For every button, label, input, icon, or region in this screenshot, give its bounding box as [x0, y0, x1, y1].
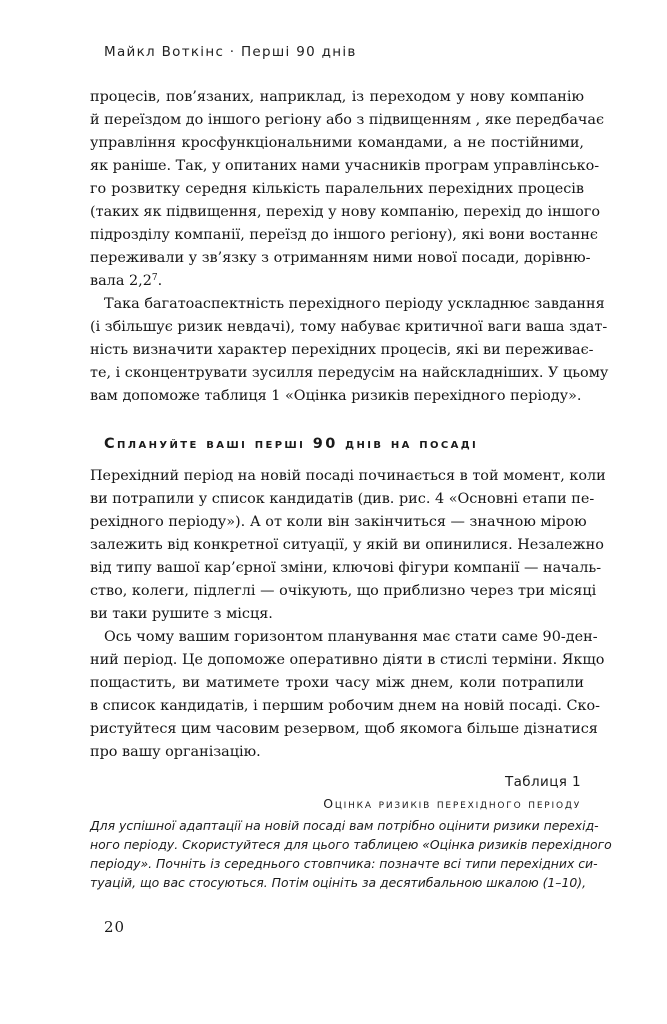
caption-line: Для успішної адаптації на новій посаді вам потрібно оцінити ризики перехід-	[90, 818, 599, 833]
text-line: управління кросфункціональними командами, а не постійними,	[90, 135, 584, 151]
paragraph-3	[90, 465, 606, 626]
text-line: ви потрапили у список кандидатів (див. рис. 4 «Основні етапи пе-	[90, 491, 595, 507]
text-line: Ось чому вашим горизонтом планування має стати саме 90-ден-	[104, 629, 598, 645]
text-line: й переїздом до іншого регіону або з підвищенням , яке передбачає	[90, 112, 605, 128]
text-line: Перехідний період на новій посаді починається в той момент, коли	[90, 468, 606, 484]
text-line: пощастить, ви матимете трохи часу між днем, коли потрапили	[90, 675, 584, 691]
text-line: ство, колеги, підлеглі — очікують, що приблизно через три місяці	[90, 583, 597, 599]
table-caption	[90, 816, 612, 892]
text-line: Така багатоаспектність перехідного періоду ускладнює завдання	[104, 296, 605, 312]
paragraph-1	[90, 86, 605, 293]
table-label: Таблиця 1	[504, 774, 581, 790]
text-line: залежить від конкретної ситуації, у якій ви опинилися. Незалежно	[90, 537, 604, 553]
text-line: рехідного періоду»). А от коли він закінчиться — значною мірою	[90, 514, 587, 530]
text-line: ристуйтеся цим часовим резервом, щоб якомога більше дізнатися	[90, 721, 598, 737]
table-title: Оцінка ризиків перехідного періоду	[323, 796, 581, 811]
text-line: в список кандидатів, і першим робочим днем на новій посаді. Ско-	[90, 698, 601, 714]
page-number: 20	[104, 918, 126, 936]
text-line: ви таки рушите з місця.	[90, 606, 273, 622]
footnote-ref[interactable]: 7	[151, 273, 158, 283]
text-line: вам допоможе таблиця 1 «Оцінка ризиків перехідного періоду».	[90, 388, 582, 404]
text-line: переживали у зв’язку з отриманням ними нової посади, дорівню-	[90, 250, 591, 266]
text-fragment: .	[157, 273, 163, 289]
text-line	[90, 270, 584, 293]
text-line: підрозділу компанії, переїзд до іншого регіону), які вони востаннє	[90, 227, 598, 243]
text-line: процесів, пов’язаних, наприклад, із переходом у нову компанію	[90, 89, 584, 105]
text-line: як раніше. Так, у опитаних нами учасників програм управлінсько-	[90, 158, 600, 174]
paragraph-4	[90, 626, 605, 764]
text-fragment: вала 2,2	[90, 273, 152, 289]
text-line: го розвитку середня кількість паралельних перехідних процесів	[90, 181, 584, 197]
text-line: ність визначити характер перехідних процесів, які ви переживає-	[90, 342, 594, 358]
text-line: ний період. Це допоможе оперативно діяти в стислі терміни. Якщо	[90, 652, 605, 668]
caption-line: туацій, що вас стосуються. Потім оцініть за десятибальною шкалою (1–10),	[90, 875, 587, 890]
section-heading: Сплануйте ваші перші 90 днів на посаді	[104, 436, 479, 452]
caption-line: ного періоду. Скористуйтеся для цього таблицею «Оцінка ризиків перехідного	[90, 837, 612, 852]
paragraph-2	[90, 293, 609, 408]
running-head: Майкл Воткінс · Перші 90 днів	[104, 44, 357, 60]
text-line: від типу вашої кар’єрної зміни, ключові фігури компанії — началь-	[90, 560, 602, 576]
caption-line: періоду». Почніть із середнього стовпчика: позначте всі типи перехідних си-	[90, 856, 598, 871]
text-line: про вашу організацію.	[90, 744, 261, 760]
text-line: (таких як підвищення, перехід у нову компанію, перехід до іншого	[90, 204, 600, 220]
text-line: (і збільшує ризик невдачі), тому набуває критичної ваги ваша здат-	[90, 319, 608, 335]
text-line: те, і сконцентрувати зусилля передусім на найскладніших. У цьому	[90, 365, 609, 381]
